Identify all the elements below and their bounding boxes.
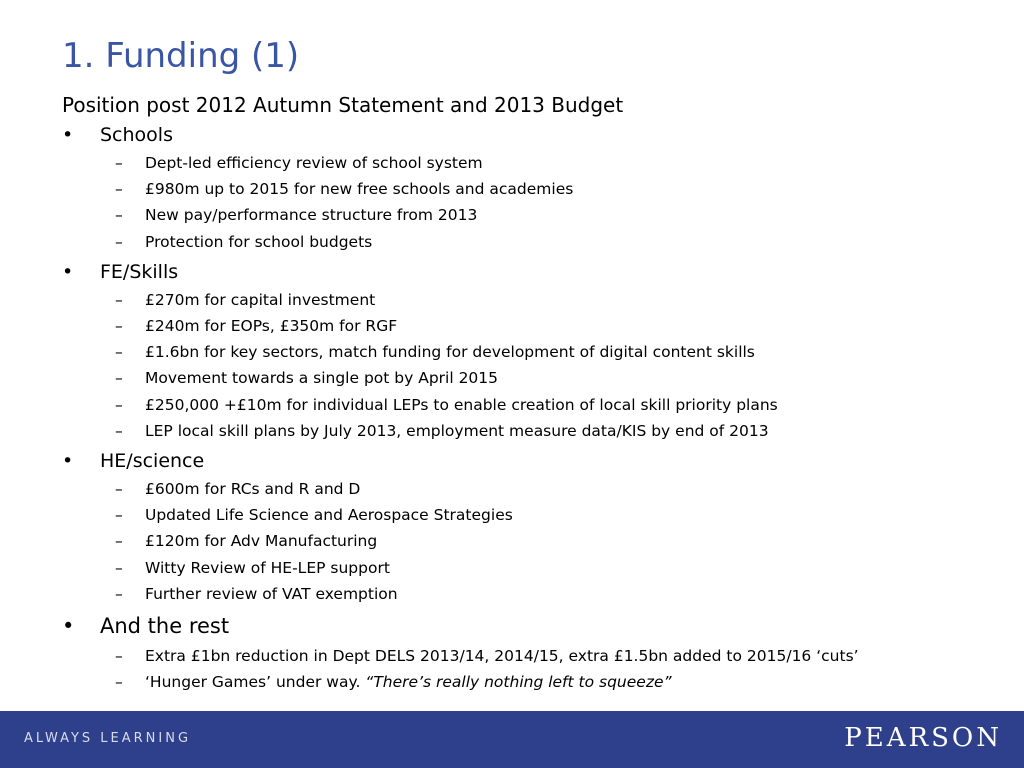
list-item-text: Updated Life Science and Aerospace Strategies (145, 506, 513, 525)
section-and-the-rest (62, 609, 1002, 643)
dash-marker: – (115, 154, 123, 172)
list-item-text: £120m for Adv Manufacturing (145, 532, 378, 551)
list-item-text: £270m for capital investment (145, 290, 376, 309)
list-item-text: £1.6bn for key sectors, match funding for development of digital content skills (145, 343, 755, 362)
dash-marker: – (115, 532, 123, 551)
list-item (62, 202, 1002, 228)
fe-skills-items (62, 287, 1002, 444)
quote-text: “There’s really nothing left to squeeze” (365, 673, 672, 692)
slide-title: 1. Funding (1) (62, 36, 300, 76)
section-list (62, 120, 1002, 695)
list-item-text: £240m for EOPs, £350m for RGF (145, 317, 398, 336)
list-item-text: Further review of VAT exemption (145, 584, 398, 603)
list-item (62, 339, 1002, 365)
list-item-text: £980m up to 2015 for new free schools and academies (145, 180, 574, 199)
bullet-marker: • (62, 450, 74, 473)
dash-marker: – (115, 506, 123, 525)
list-item (62, 287, 1002, 313)
section-heading: Schools (100, 124, 173, 146)
list-item (62, 229, 1002, 255)
pearson-logo: PEARSON (844, 723, 1002, 753)
bullet-marker: • (62, 124, 74, 146)
slide-subtitle: Position post 2012 Autumn Statement and 2013 Budget (62, 93, 624, 117)
footer-tagline: ALWAYS LEARNING (24, 731, 192, 746)
slide-content (62, 90, 1002, 697)
schools-items (62, 150, 1002, 255)
list-item (62, 150, 1002, 176)
list-item-text: ‘Hunger Games’ under way. (145, 673, 366, 692)
bullet-marker: • (62, 260, 74, 283)
list-item-text: New pay/performance structure from 2013 (145, 206, 478, 225)
list-item (62, 418, 1002, 444)
section-heading: And the rest (100, 614, 230, 639)
dash-marker: – (115, 673, 123, 692)
section-heading: FE/Skills (100, 260, 179, 283)
list-item-text: £600m for RCs and R and D (145, 480, 361, 499)
he-science-items (62, 476, 1002, 607)
list-item (62, 392, 1002, 418)
dash-marker: – (115, 584, 123, 603)
list-item (62, 365, 1002, 391)
section-fe-skills (62, 257, 1002, 287)
list-item (62, 176, 1002, 202)
list-item (62, 555, 1002, 581)
footer-bar (0, 711, 1024, 768)
dash-marker: – (115, 647, 123, 666)
list-item-text: Dept-led efficiency review of school system (145, 154, 483, 172)
dash-marker: – (115, 317, 123, 336)
list-item (62, 476, 1002, 502)
and-the-rest-items (62, 643, 1002, 695)
dash-marker: – (115, 558, 123, 577)
dash-marker: – (115, 232, 123, 251)
dash-marker: – (115, 395, 123, 414)
dash-marker: – (115, 343, 123, 362)
list-item-text: Movement towards a single pot by April 2015 (145, 369, 499, 388)
list-item (62, 643, 1002, 669)
list-item-text: Witty Review of HE-LEP support (145, 558, 390, 577)
dash-marker: – (115, 206, 123, 225)
list-item-text: LEP local skill plans by July 2013, employment measure data/KIS by end of 2013 (145, 421, 769, 440)
bullet-marker: • (62, 614, 75, 639)
dash-marker: – (115, 480, 123, 499)
section-he-science (62, 446, 1002, 476)
list-item (62, 528, 1002, 554)
list-item-text: Extra £1bn reduction in Dept DELS 2013/14, 2014/15, extra £1.5bn added to 2015/16 ‘cuts’ (145, 647, 859, 666)
section-heading: HE/science (100, 450, 205, 473)
dash-marker: – (115, 290, 123, 309)
list-item (62, 313, 1002, 339)
dash-marker: – (115, 180, 123, 199)
list-item-text: £250,000 +£10m for individual LEPs to enable creation of local skill priority plans (145, 395, 778, 414)
section-schools (62, 120, 1002, 150)
list-item (62, 502, 1002, 528)
dash-marker: – (115, 369, 123, 388)
list-item (62, 581, 1002, 607)
list-item-text: Protection for school budgets (145, 232, 373, 251)
dash-marker: – (115, 421, 123, 440)
list-item (62, 669, 1002, 695)
